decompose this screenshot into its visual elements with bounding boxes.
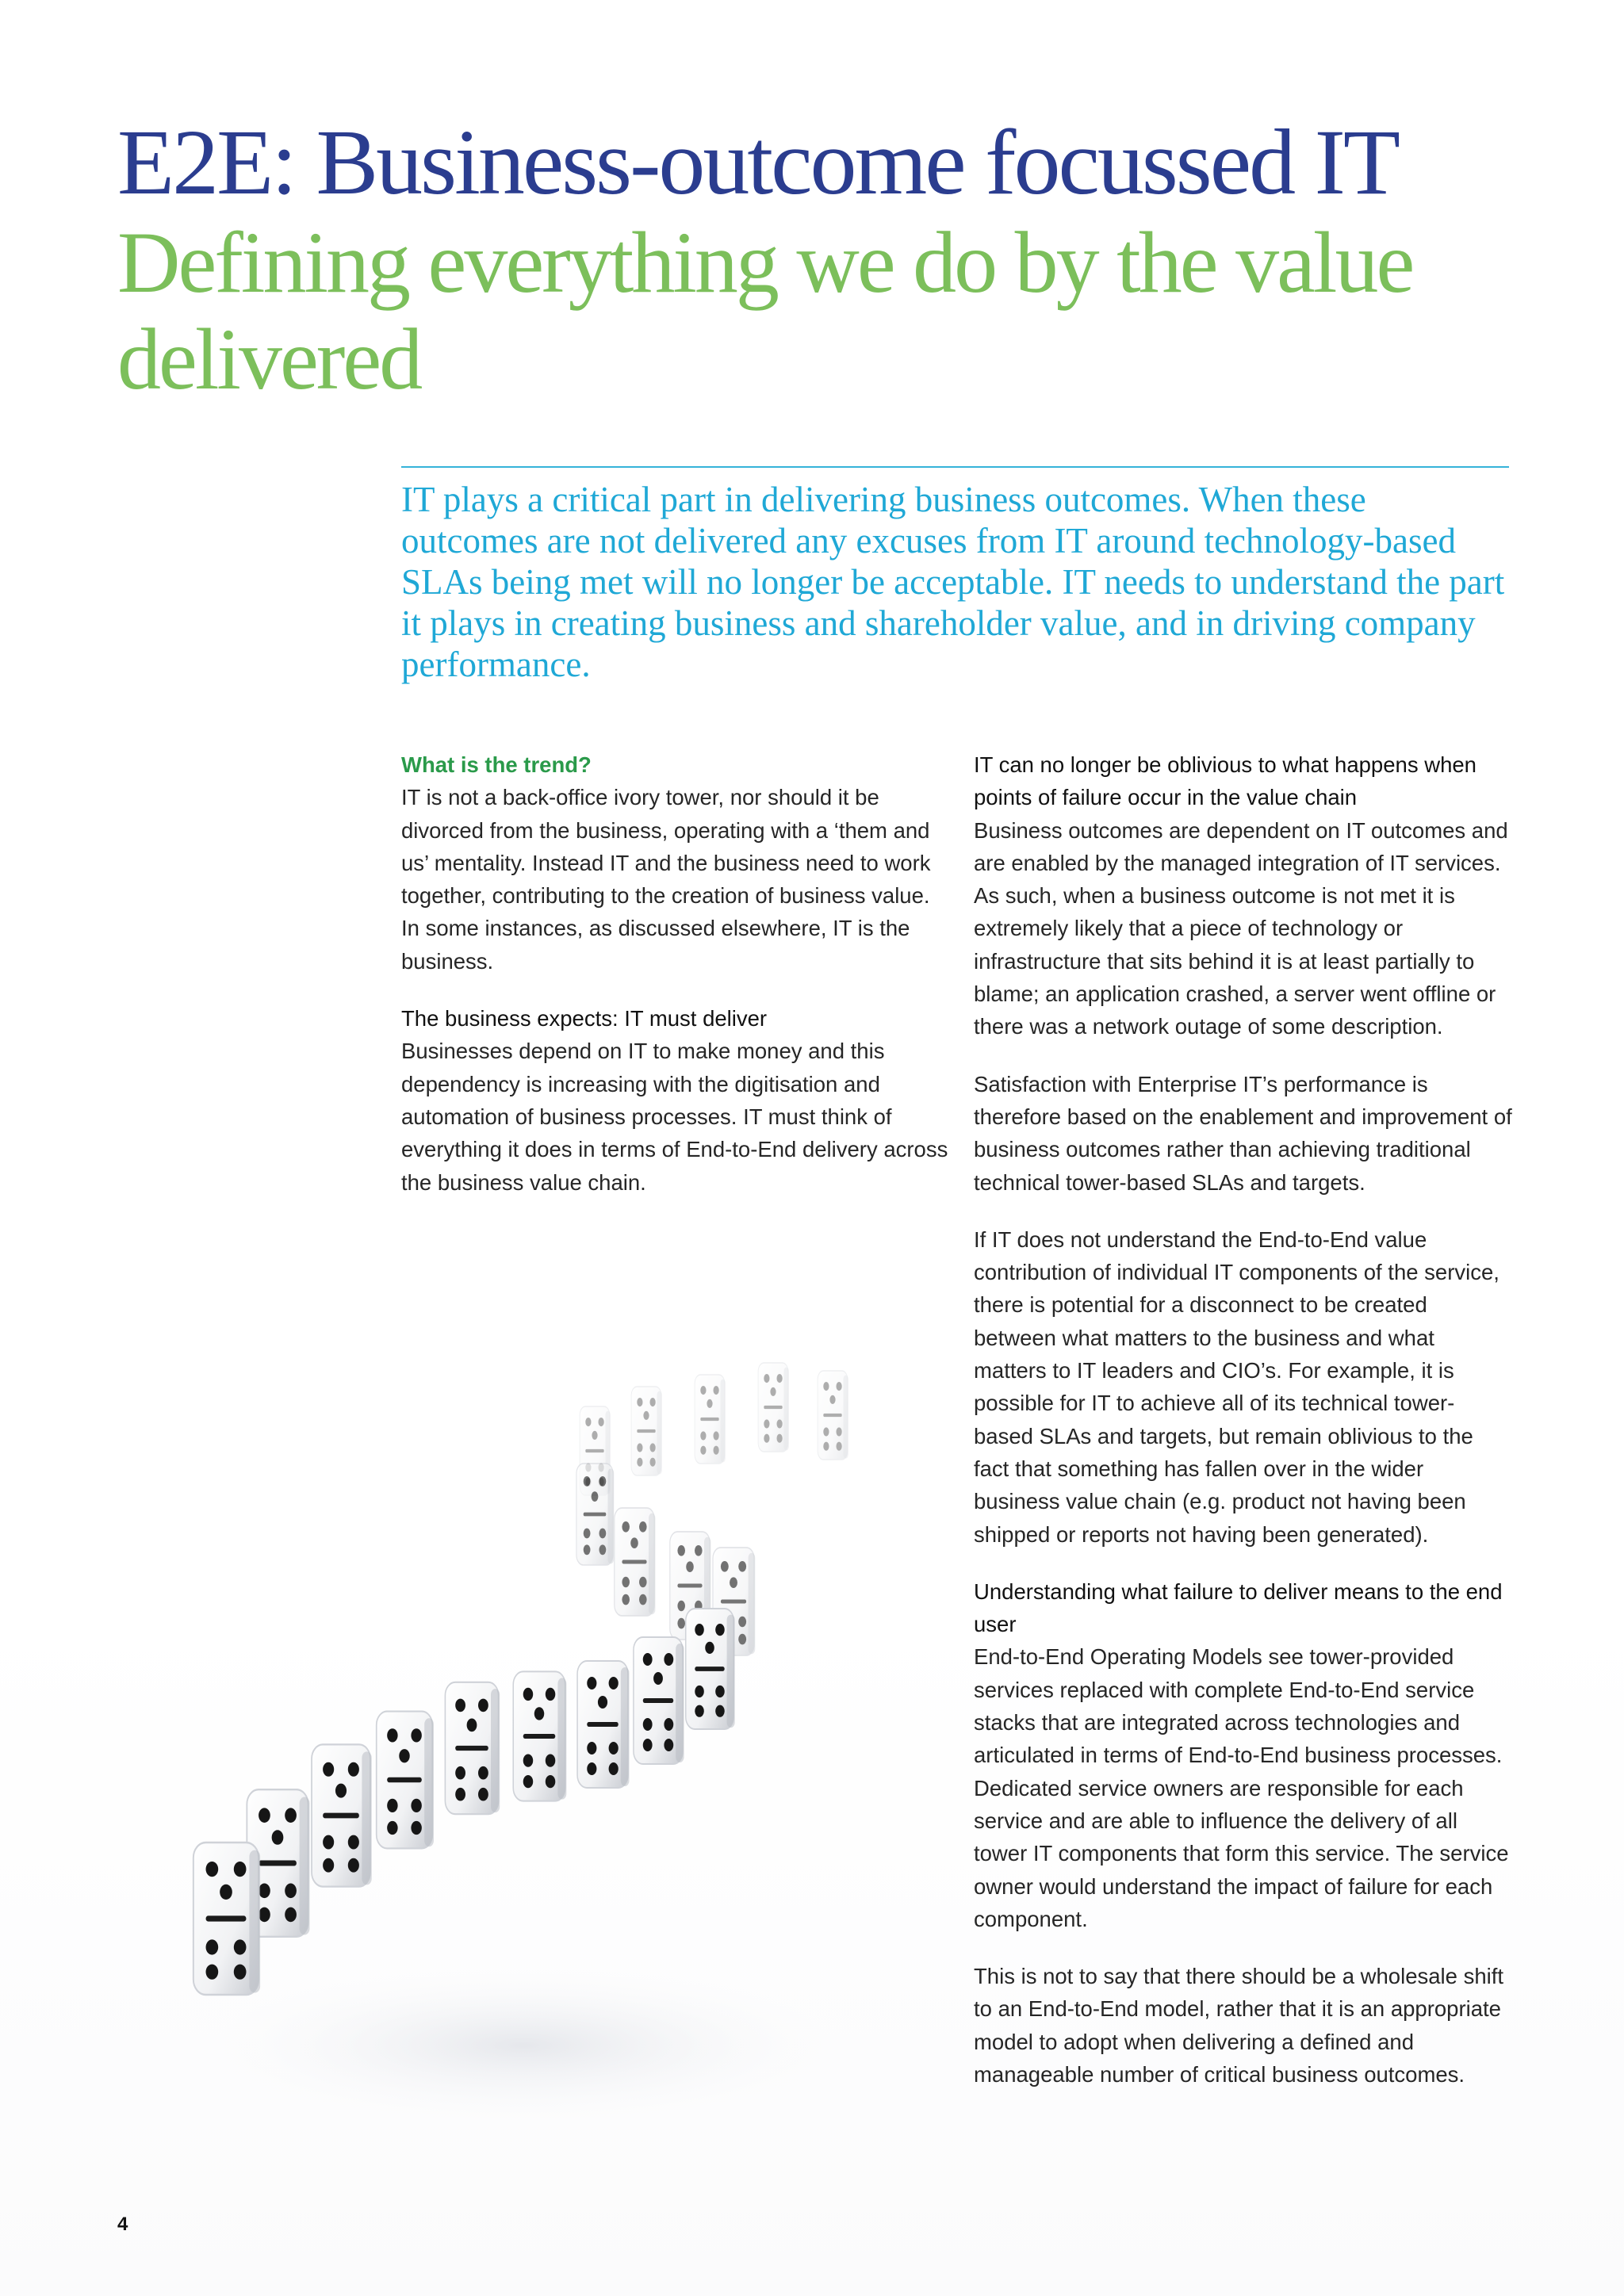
disconnect-body: If IT does not understand the End-to-End value contribution of individual IT components of the service, there is potential for a disconnect to be created between what matters to the business and what matters to IT leaders and CIO’s. For example, it is possible for IT to achieve all of its technical tower-based SLAs and targets, but remain oblivious to the fact that something has fallen over in the wider business value chain (e.g. product not having been shipped or reports not having been generated).: [974, 1226, 1500, 1547]
intro-paragraph: IT plays a critical part in delivering business outcomes. When these outcomes are not delivered any excuses from IT around technology-based SLAs being met will no longer be acceptable. IT needs to understand the part it plays in creating business and shareholder value, and in driving company performance.: [401, 480, 1505, 684]
page-subtitle: Defining everything we do by the value delivered: [117, 214, 1413, 408]
trend-heading: What is the trend?: [401, 752, 592, 777]
page-title: E2E: Business-outcome focussed IT: [117, 110, 1398, 214]
expects-body: Businesses depend on IT to make money and this dependency is increasing with the digitisation and automation of business processes. IT must think of everything it does in terms of End-to-End delivery across the business value chain.: [401, 1039, 948, 1195]
expects-heading: The business expects: IT must deliver: [401, 1006, 768, 1031]
dominoes-icon: [151, 1332, 944, 2156]
left-column: [401, 748, 948, 1223]
oblivious-body: Business outcomes are dependent on IT outcomes and are enabled by the managed integration of IT services. As such, when a business outcome is not met it is extremely likely that a piece of technology or infrastructure that sits behind it is at least partially to blame; an application crashed, a server went offline or there was a network outage of some description.: [974, 817, 1508, 1039]
intro-divider: [401, 466, 1509, 468]
page-number: 4: [117, 2214, 128, 2235]
oblivious-heading: IT can no longer be oblivious to what happens when points of failure occur in the value chain: [974, 752, 1477, 810]
satisfaction-body: Satisfaction with Enterprise IT’s performance is therefore based on the enablement and improvement of business outcomes rather than achieving traditional technical tower-based SLAs and targets.: [974, 1071, 1512, 1195]
right-column: [974, 748, 1513, 2115]
conclusion-body: This is not to say that there should be a wholesale shift to an End-to-End model, rather that it is an appropriate model to adopt when delivering a defined and manageable number of critical business outcomes.: [974, 1964, 1504, 2087]
trend-body: IT is not a back-office ivory tower, nor should it be divorced from the business, operating with a ‘them and us’ mentality. Instead IT and the business need to work together, contributing to the creation of business value. In some instances, as discussed elsewhere, IT is the business.: [401, 785, 931, 974]
failure-body: End-to-End Operating Models see tower-provided services replaced with complete End-to-End service stacks that are integrated across technologies and articulated in terms of End-to-End business processes. Dedicated service owners are responsible for each service and are able to influence the delivery of all tower IT components that form this service. The service owner would understand the impact of failure for each component.: [974, 1644, 1509, 1931]
failure-heading: Understanding what failure to deliver means to the end user: [974, 1578, 1503, 1637]
